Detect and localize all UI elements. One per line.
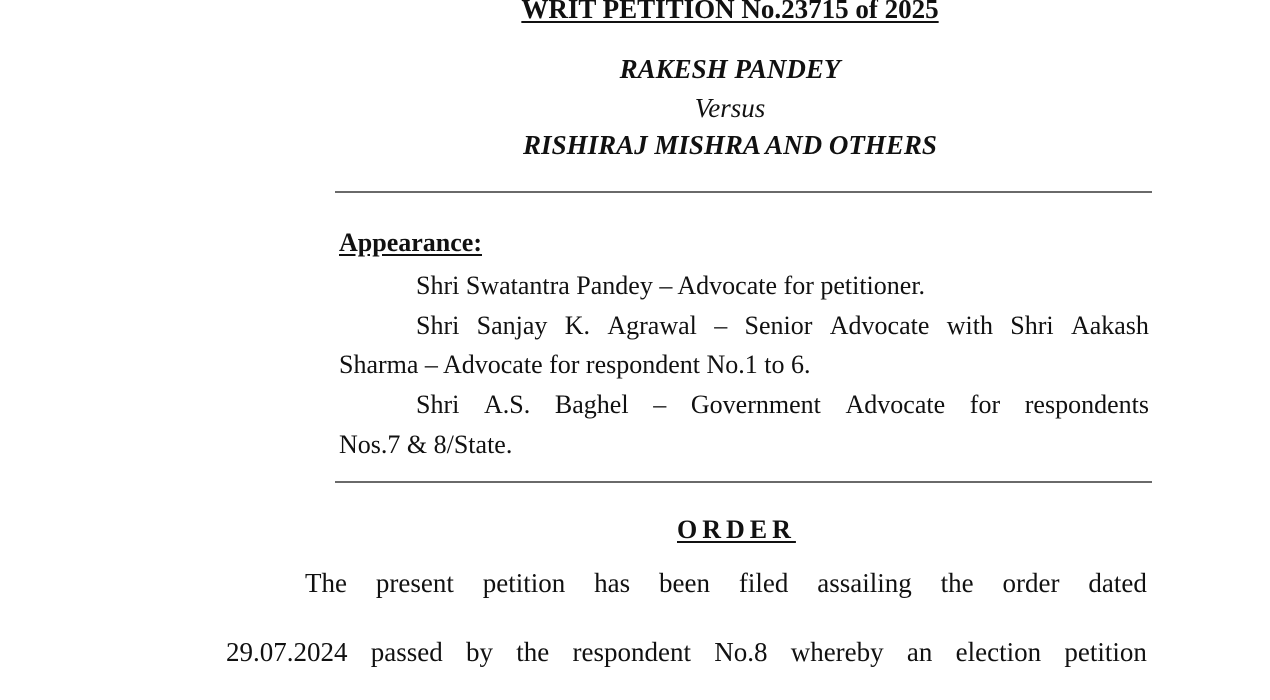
word: – — [714, 311, 728, 340]
word: petition — [1064, 637, 1147, 667]
word: with — [946, 311, 993, 340]
appearance-entry-respondent-counsel-line2: Sharma – Advocate for respondent No.1 to 6. — [339, 350, 811, 379]
appearance-entry-respondent-counsel-line1 — [416, 311, 1149, 341]
word: No.8 — [714, 637, 768, 667]
word: Agrawal — [607, 311, 697, 340]
word: petition — [482, 568, 566, 598]
word: an — [906, 637, 933, 667]
word: for — [969, 390, 1001, 419]
word: present — [375, 568, 454, 598]
word: Sanjay — [476, 311, 548, 340]
word: the — [940, 568, 974, 598]
word: Aakash — [1070, 311, 1149, 340]
word: – — [653, 390, 667, 419]
word: Advocate — [845, 390, 946, 419]
word: Shri — [1010, 311, 1054, 340]
petitioner-name: RAKESH PANDEY — [619, 54, 841, 84]
divider-top — [335, 191, 1152, 193]
word: assailing — [817, 568, 912, 598]
word: 29.07.2024 — [226, 637, 348, 667]
word: election — [955, 637, 1042, 667]
appearance-entry-state-counsel-line1 — [416, 390, 1149, 420]
word: order — [1002, 568, 1060, 598]
word: respondent — [572, 637, 691, 667]
appearance-entry-petitioner-counsel: Shri Swatantra Pandey – Advocate for petitioner. — [416, 271, 926, 300]
word: whereby — [790, 637, 884, 667]
word: been — [659, 568, 710, 598]
word: dated — [1088, 568, 1147, 598]
respondent-name: RISHIRAJ MISHRA AND OTHERS — [523, 130, 937, 160]
word: The — [305, 568, 347, 598]
order-heading: ORDER — [677, 515, 796, 544]
word: Baghel — [554, 390, 629, 419]
word: Advocate — [829, 311, 930, 340]
word: K. — [564, 311, 591, 340]
order-body-line-2 — [226, 637, 1147, 668]
order-body-line-1 — [305, 568, 1147, 599]
versus-label: Versus — [694, 93, 766, 123]
word: has — [594, 568, 631, 598]
word: Shri — [416, 390, 460, 419]
word: Senior — [744, 311, 813, 340]
appearance-entry-state-counsel-line2: Nos.7 & 8/State. — [339, 430, 513, 459]
appearance-heading: Appearance: — [339, 228, 482, 257]
word: Government — [690, 390, 821, 419]
word: passed — [370, 637, 443, 667]
word: A.S. — [484, 390, 531, 419]
word: Shri — [416, 311, 460, 340]
divider-bottom — [335, 481, 1152, 483]
word: filed — [738, 568, 789, 598]
word: by — [465, 637, 493, 667]
word: respondents — [1024, 390, 1149, 419]
word: the — [516, 637, 550, 667]
case-title: WRIT PETITION No.23715 of 2025 — [521, 0, 939, 24]
